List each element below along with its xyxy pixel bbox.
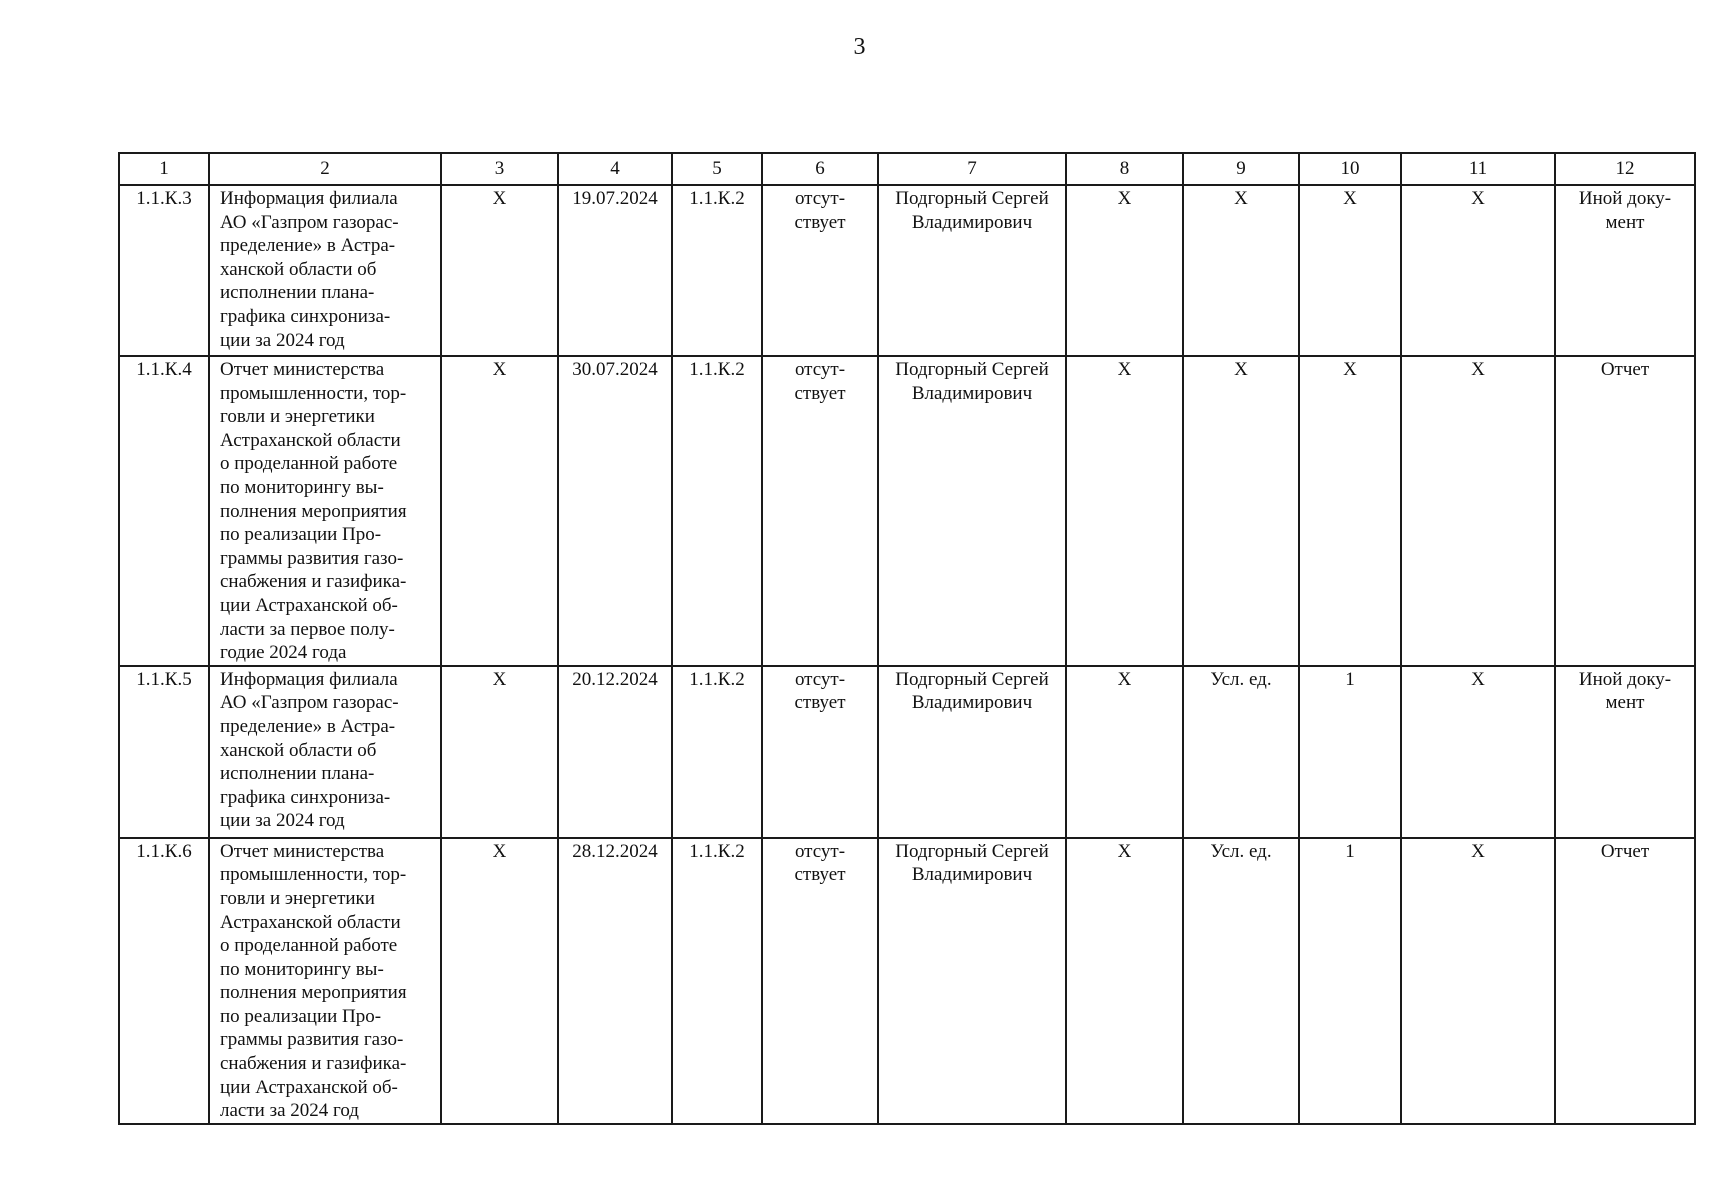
row-responsible: Подгорный Сергей Владимирович xyxy=(895,188,1049,233)
row-col11-cell xyxy=(1401,838,1555,1124)
row-col11-cell xyxy=(1401,666,1555,838)
row-document-type-cell xyxy=(1555,666,1695,838)
row-description: Информация филиала АО «Газпром газорас- пределение» в Астра- ханской области об исполнении плана- графика синхрониза- ции за 2024 год xyxy=(220,188,399,351)
row-code-cell xyxy=(119,185,209,356)
row-responsible: Подгорный Сергей Владимирович xyxy=(895,359,1049,404)
row-date-cell xyxy=(558,356,672,666)
row-value: Х xyxy=(1343,359,1357,380)
table-header-row xyxy=(119,153,1695,185)
row-code: 1.1.К.5 xyxy=(136,668,192,690)
row-responsible: Подгорный Сергей Владимирович xyxy=(895,668,1049,714)
row-date-cell xyxy=(558,838,672,1124)
row-col11: Х xyxy=(1471,359,1485,380)
row-col6: отсут- ствует xyxy=(794,188,846,233)
row-document-type: Отчет xyxy=(1600,359,1650,380)
row-unit-cell xyxy=(1183,356,1299,666)
row-col11-cell xyxy=(1401,185,1555,356)
row-document-type: Иной доку- мент xyxy=(1578,668,1672,714)
column-header-10: 10 xyxy=(1299,153,1401,185)
row-date: 28.12.2024 xyxy=(572,840,658,862)
column-header-2: 2 xyxy=(209,153,441,185)
row-code-cell xyxy=(119,666,209,838)
row-col11: Х xyxy=(1471,840,1485,862)
row-description-cell xyxy=(209,356,441,666)
row-col8: Х xyxy=(1117,188,1132,209)
row-col3: Х xyxy=(492,668,507,690)
row-date-cell xyxy=(558,185,672,356)
document-table xyxy=(118,152,1696,1125)
row-col8-cell xyxy=(1066,185,1183,356)
row-col8-cell xyxy=(1066,356,1183,666)
row-value-cell xyxy=(1299,666,1401,838)
column-header-3: 3 xyxy=(441,153,558,185)
row-col6: отсут- ствует xyxy=(794,359,846,404)
row-value: Х xyxy=(1343,188,1357,209)
row-code: 1.1.К.3 xyxy=(136,188,192,209)
column-header-4: 4 xyxy=(558,153,672,185)
row-reference-cell xyxy=(672,356,762,666)
row-col11: Х xyxy=(1471,188,1485,209)
row-col3: Х xyxy=(492,188,507,209)
row-date: 20.12.2024 xyxy=(572,668,658,690)
column-header-8: 8 xyxy=(1066,153,1183,185)
row-col11: Х xyxy=(1471,668,1485,690)
row-document-type-cell xyxy=(1555,185,1695,356)
row-code-cell xyxy=(119,838,209,1124)
table-row xyxy=(119,185,1695,356)
row-col11-cell xyxy=(1401,356,1555,666)
row-col6-cell xyxy=(762,356,878,666)
table-row xyxy=(119,666,1695,838)
row-reference: 1.1.К.2 xyxy=(689,668,745,690)
row-unit: Х xyxy=(1234,188,1248,209)
row-value: 1 xyxy=(1345,668,1355,690)
row-description: Отчет министерства промышленности, тор- говли и энергетики Астраханской области о проделанной работе по мониторингу вы- полнения мероприятия по реализации Про- граммы развития газо- снабжения и газифика- ции Астраханской об- ласти за 2024 год xyxy=(220,840,407,1122)
row-col3-cell xyxy=(441,666,558,838)
column-header-6: 6 xyxy=(762,153,878,185)
row-value: 1 xyxy=(1345,840,1355,862)
row-col6: отсут- ствует xyxy=(794,668,846,714)
row-col3-cell xyxy=(441,185,558,356)
row-document-type-cell xyxy=(1555,356,1695,666)
row-value-cell xyxy=(1299,185,1401,356)
row-date: 19.07.2024 xyxy=(572,188,658,209)
row-unit: Х xyxy=(1234,359,1248,380)
row-value-cell xyxy=(1299,838,1401,1124)
row-description-cell xyxy=(209,185,441,356)
column-header-1: 1 xyxy=(119,153,209,185)
row-description: Отчет министерства промышленности, тор- говли и энергетики Астраханской области о проделанной работе по мониторингу вы- полнения мероприятия по реализации Про- граммы развития газо- снабжения и газифика- ции Астраханской об- ласти за первое полу- годие 2024 года xyxy=(220,359,407,664)
row-document-type: Иной доку- мент xyxy=(1578,188,1672,233)
row-col3: Х xyxy=(492,359,507,380)
row-col3-cell xyxy=(441,356,558,666)
row-col8-cell xyxy=(1066,666,1183,838)
table-row xyxy=(119,356,1695,666)
column-header-11: 11 xyxy=(1401,153,1555,185)
row-unit: Усл. ед. xyxy=(1210,840,1272,862)
row-document-type-cell xyxy=(1555,838,1695,1124)
row-col6-cell xyxy=(762,185,878,356)
row-reference-cell xyxy=(672,666,762,838)
row-unit-cell xyxy=(1183,666,1299,838)
row-code: 1.1.К.6 xyxy=(136,840,192,862)
row-col8: Х xyxy=(1117,359,1132,380)
row-code-cell xyxy=(119,356,209,666)
row-responsible-cell xyxy=(878,838,1066,1124)
row-reference-cell xyxy=(672,838,762,1124)
row-responsible-cell xyxy=(878,185,1066,356)
row-date: 30.07.2024 xyxy=(572,359,658,380)
column-header-12: 12 xyxy=(1555,153,1695,185)
row-unit-cell xyxy=(1183,185,1299,356)
row-responsible-cell xyxy=(878,666,1066,838)
column-header-7: 7 xyxy=(878,153,1066,185)
row-col3: Х xyxy=(492,840,507,862)
row-unit-cell xyxy=(1183,838,1299,1124)
row-responsible-cell xyxy=(878,356,1066,666)
row-description-cell xyxy=(209,838,441,1124)
row-col8: Х xyxy=(1117,668,1132,690)
column-header-5: 5 xyxy=(672,153,762,185)
row-col8-cell xyxy=(1066,838,1183,1124)
table-row xyxy=(119,838,1695,1124)
row-responsible: Подгорный Сергей Владимирович xyxy=(895,840,1049,886)
page-number: 3 xyxy=(853,34,866,60)
row-code: 1.1.К.4 xyxy=(136,359,192,380)
row-col8: Х xyxy=(1117,840,1132,862)
row-value-cell xyxy=(1299,356,1401,666)
row-reference: 1.1.К.2 xyxy=(689,359,745,380)
row-col6-cell xyxy=(762,838,878,1124)
row-col3-cell xyxy=(441,838,558,1124)
row-description-cell xyxy=(209,666,441,838)
row-reference-cell xyxy=(672,185,762,356)
row-date-cell xyxy=(558,666,672,838)
row-unit: Усл. ед. xyxy=(1210,668,1272,690)
row-col6-cell xyxy=(762,666,878,838)
row-document-type: Отчет xyxy=(1600,840,1650,862)
row-reference: 1.1.К.2 xyxy=(689,188,745,209)
column-header-9: 9 xyxy=(1183,153,1299,185)
row-reference: 1.1.К.2 xyxy=(689,840,745,862)
row-description: Информация филиала АО «Газпром газорас- пределение» в Астра- ханской области об исполнении плана- графика синхрониза- ции за 2024 год xyxy=(220,668,399,832)
row-col6: отсут- ствует xyxy=(794,840,846,886)
